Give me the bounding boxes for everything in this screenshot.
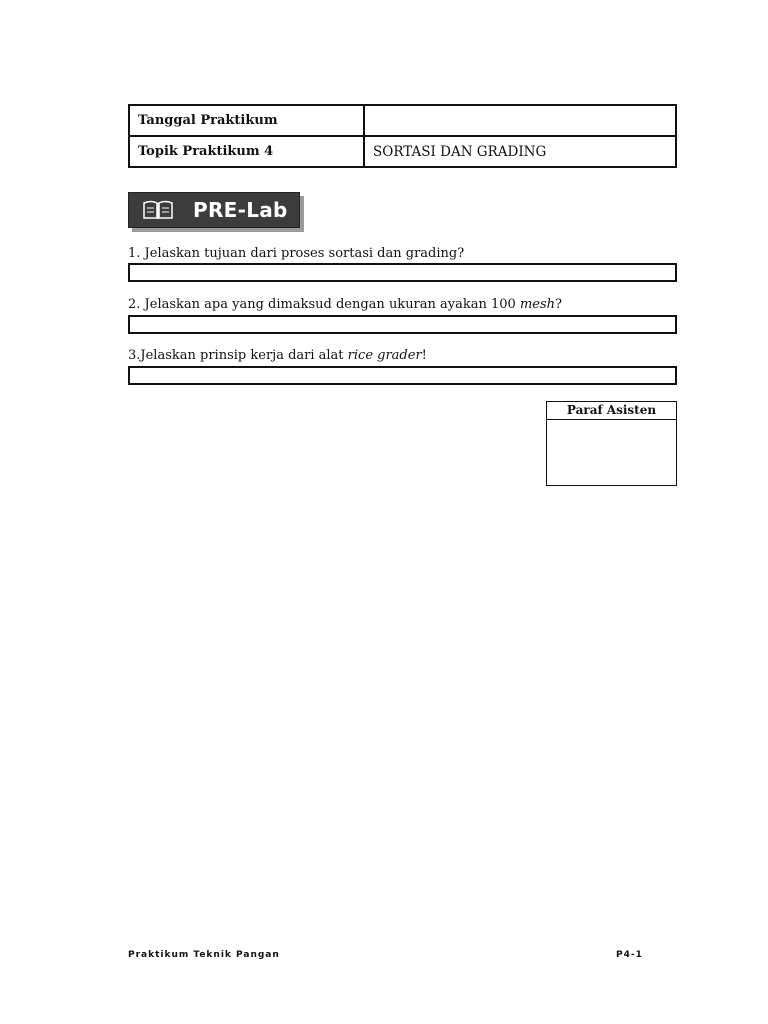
answer-box-2[interactable] (128, 315, 677, 334)
question-punct: ? (555, 297, 563, 312)
question-number: 2. (128, 297, 141, 312)
question-text: Jelaskan tujuan dari proses sortasi dan grading? (144, 246, 465, 261)
question-1 (128, 246, 464, 261)
page-number: P4-1 (616, 950, 643, 960)
question-text: Jelaskan prinsip kerja dari alat (140, 348, 348, 363)
question-number: 3. (128, 348, 141, 363)
date-value[interactable] (364, 105, 676, 136)
table-row (129, 105, 676, 136)
topic-value: SORTASI DAN GRADING (364, 136, 676, 167)
question-punct: ! (421, 348, 427, 363)
question-number: 1. (128, 246, 141, 261)
book-icon (143, 200, 173, 220)
footer-title: Praktikum Teknik Pangan (128, 950, 280, 960)
question-emphasis: rice grader (347, 348, 422, 363)
question-3 (128, 348, 427, 363)
paraf-box (546, 401, 677, 486)
paraf-signature-area[interactable] (547, 420, 676, 486)
prelab-banner (128, 192, 300, 228)
question-emphasis: mesh (519, 297, 556, 312)
question-text: Jelaskan apa yang dimaksud dengan ukuran ayakan 100 (144, 297, 520, 312)
question-2 (128, 297, 562, 312)
answer-box-3[interactable] (128, 366, 677, 385)
table-row (129, 136, 676, 167)
prelab-label: PRE-Lab (193, 198, 288, 222)
info-table (128, 104, 677, 168)
topic-label: Topik Praktikum 4 (129, 136, 364, 167)
date-label: Tanggal Praktikum (129, 105, 364, 136)
prelab-box (128, 192, 300, 228)
answer-box-1[interactable] (128, 263, 677, 282)
paraf-label: Paraf Asisten (547, 402, 676, 420)
